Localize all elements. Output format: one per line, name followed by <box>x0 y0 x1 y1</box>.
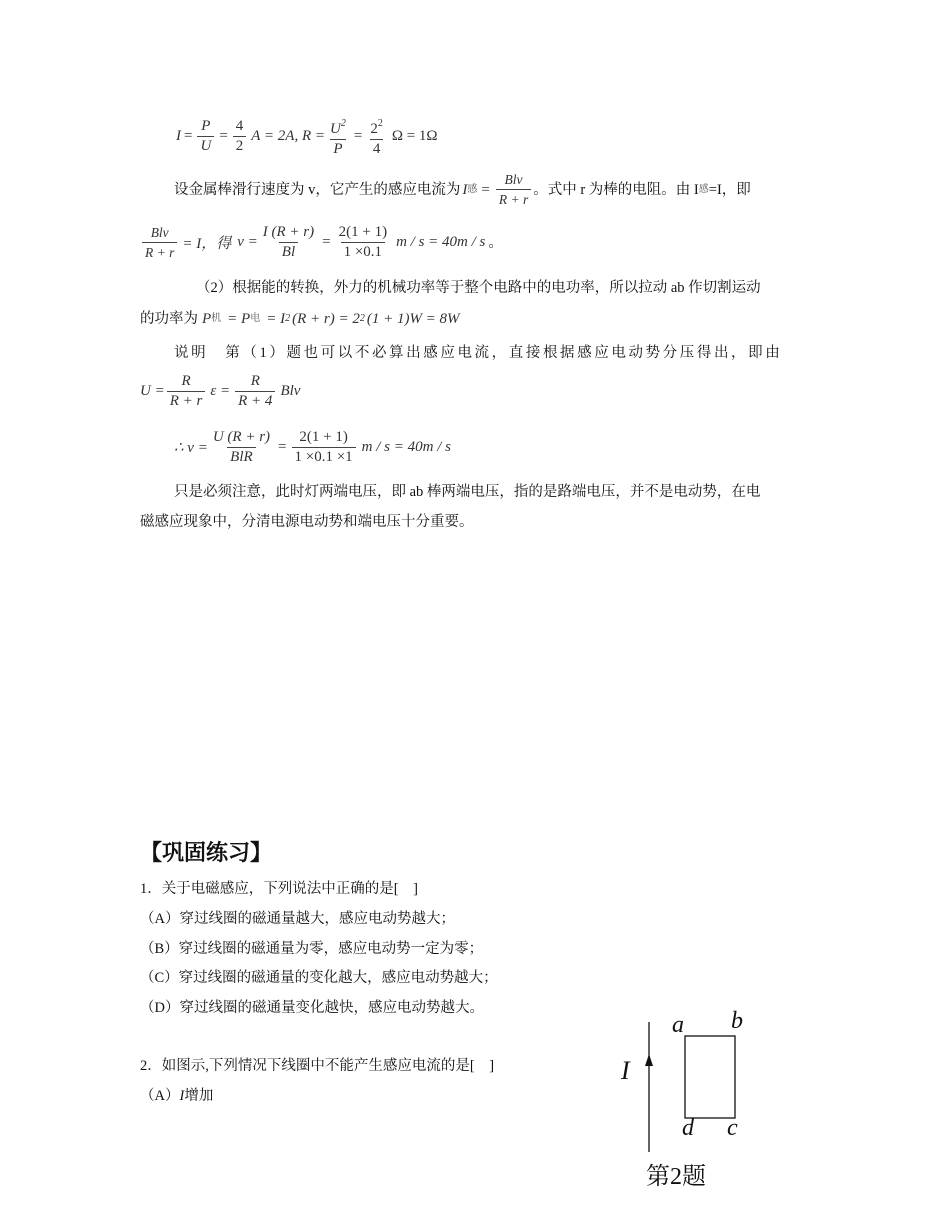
question-2-option-a: （A） I 增加 <box>140 1088 214 1104</box>
fraction-blv-over-rr-2: $\frac{\text{Blv}}{R + r}$ <box>142 223 177 262</box>
figure-wire-and-coil <box>612 1010 772 1190</box>
paragraph-conclusion-line2: 磁感应现象中，分清电源电动势和端电压十分重要。 <box>140 514 474 530</box>
question-2-stem: 2．如图示,下列情况下线圈中不能产生感应电流的是[ ] <box>140 1058 495 1074</box>
paragraph-conclusion-line1: 只是必须注意，此时灯两端电压，即 ab 棒两端电压，指的是路端电压，并不是电动势，在电 <box>174 484 761 500</box>
fraction-r-over-r4: $\frac{R}{R + 4}$ <box>235 372 275 411</box>
fraction-r-over-rr: $\frac{R}{R + r}$ <box>167 372 206 411</box>
question-1-option-b: （B）穿过线圈的磁通量为零，感应电动势一定为零； <box>140 941 484 957</box>
fraction-i-rr-over-bl: $\frac{I (R + r)}{Bl}$ <box>262 224 315 260</box>
fraction-4-over-2: $\frac{4}{2}$ <box>233 117 247 156</box>
question-1-option-c: （C）穿过线圈的磁通量的变化越大，感应电动势越大； <box>140 970 498 986</box>
label-b: b <box>731 1008 743 1034</box>
paragraph-power-line2: 的功率为 P 机 = P 电 = I 2 (R + r) = 2 2 (1 + 1)W = 8W <box>140 311 460 327</box>
label-c: c <box>727 1115 738 1141</box>
fraction-u-rr-over-blr: $\frac{U (R + r)}{\text{BlR}}$ <box>212 429 271 465</box>
label-d: d <box>682 1115 694 1141</box>
note-line1: 说明 第（1）题也可以不必算出感应电流，直接根据感应电动势分压得出，即由 <box>174 345 783 361</box>
fraction-u2-over-p: $\frac{U^2}{P}$ <box>330 118 346 157</box>
equation-velocity-alt: ∴ v = $\frac{U (R + r)}{\text{BlR}}$ = $\frac{2(1 + 1)}{1 \times 0.1 \times 1}$ m / s = 40m / s <box>174 429 451 465</box>
practice-heading: 【巩固练习】 <box>140 841 273 866</box>
label-current-i: I <box>621 1056 630 1085</box>
question-1-option-a: （A）穿过线圈的磁通量越大，感应电动势越大； <box>140 911 455 927</box>
fraction-blv-over-rr: $\frac{\text{Blv}}{R + r}$ <box>496 170 531 209</box>
coil-rectangle <box>685 1036 735 1118</box>
current-arrow-icon <box>645 1054 653 1066</box>
equation-power-current: I = $\frac{P}{U}$ = $\frac{4}{2}$ A = 2A, R = $\frac{U^2}{P}$ = $\frac{2^2}{4}$ Ω = 1Ω <box>176 114 438 159</box>
fraction-numeric-velocity: $\frac{2(1 + 1)}{1 \times 0.1}$ <box>338 224 388 260</box>
question-1-option-d: （D）穿过线圈的磁通量变化越快，感应电动势越大。 <box>140 1000 484 1016</box>
equation-velocity: $\frac{\text{Blv}}{R + r}$ = I，得 v = $\frac{I (R + r)}{Bl}$ = $\frac{2(1 + 1)}{1 \times 0.1}$ m / s = 40m / s 。 <box>140 223 503 262</box>
label-a: a <box>672 1012 684 1038</box>
fraction-22-over-4: $\frac{2^2}{4}$ <box>370 118 383 157</box>
equation-voltage-divider: U = $\frac{R}{R + r}$ ε = $\frac{R}{R + 4}$ Blv <box>140 373 301 409</box>
paragraph-power-line1: （2）根据能的转换，外力的机械功率等于整个电路中的电功率，所以拉动 ab 作切割运动 <box>196 280 761 296</box>
paragraph-induced-current: 设金属棒滑行速度为 v，它产生的感应电流为 I 感 = $\frac{\text{Blv}}{R + r}$ 。式中 r 为棒的电阻。由 I 感 =I，即 <box>174 172 751 207</box>
figure-caption: 第2题 <box>646 1164 706 1190</box>
fraction-numeric-velocity-alt: $\frac{2(1 + 1)}{1 \times 0.1 \times 1}$ <box>292 428 356 467</box>
question-1-stem: 1．关于电磁感应，下列说法中正确的是[ ] <box>140 881 418 897</box>
fraction-p-over-u: $\frac{P}{U}$ <box>197 117 214 156</box>
